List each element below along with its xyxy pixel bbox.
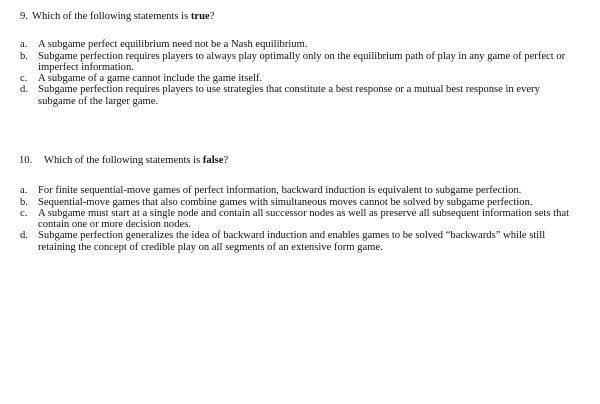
answer-options (0, 39, 600, 107)
stem-emphasis: true (190, 11, 210, 22)
question-stem (0, 155, 600, 166)
question-number: 10. (19, 155, 33, 166)
stem-end: ? (209, 11, 215, 22)
option-text: A subgame of a game cannot include the game itself. (38, 73, 263, 85)
option-letter: a. (20, 39, 28, 51)
option-text: A subgame must start at a single node and contain all successor nodes as well as preserve all subsequent information sets that contain one or more decision nodes. (38, 207, 570, 231)
option-letter: b. (20, 50, 28, 62)
option-text: Subgame perfection requires players to use strategies that constitute a best response or a mutual best response in every subgame of the larger game. (38, 84, 540, 107)
stem-text: Which of the following statements is (32, 11, 191, 22)
option-d (0, 230, 600, 253)
question-stem (0, 11, 600, 22)
option-text: A subgame perfect equilibrium need not be a Nash equilibrium. (38, 39, 308, 51)
option-text: For finite sequential-move games of perfect information, backward induction is equivalent to subgame perfection. (38, 185, 522, 197)
question-10 (0, 155, 600, 253)
option-letter: a. (20, 185, 28, 197)
stem-end: ? (223, 155, 229, 166)
option-text: Sequential-move games that also combine games with simultaneous moves cannot be solved by subgame perfection. (38, 196, 533, 208)
option-d (0, 84, 600, 107)
answer-options (0, 185, 600, 253)
stem-emphasis: false (202, 155, 224, 166)
option-letter: d. (20, 84, 28, 96)
option-b (0, 197, 600, 208)
option-text: Subgame perfection generalizes the idea of backward induction and enables games to be solved “backwards” while still retaining the concept of credible play on all segments of an extensive form game. (38, 230, 546, 253)
stem-text: Which of the following statements is (44, 155, 203, 166)
option-c (0, 208, 600, 231)
option-a (0, 185, 600, 196)
question-9 (0, 11, 600, 107)
option-text: Subgame perfection requires players to always play optimally only on the equilibrium path of play in any game of perfect or imperfect information. (38, 50, 566, 73)
question-number: 9. (20, 11, 28, 22)
option-letter: b. (20, 196, 28, 208)
option-letter: c. (20, 73, 28, 85)
option-letter: d. (20, 230, 28, 242)
option-letter: c. (20, 207, 28, 219)
option-b (0, 51, 600, 74)
option-c (0, 73, 600, 84)
option-a (0, 39, 600, 50)
